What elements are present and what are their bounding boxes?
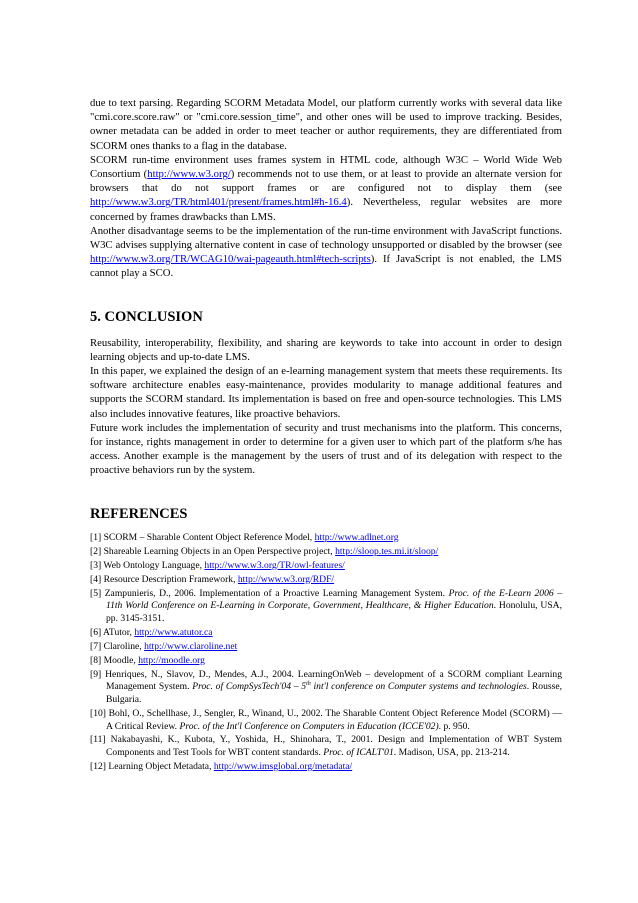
- frames-text-b: ) recommends not to use them, or at least to provide an alternate version for browsers that do not support frames or are configured not to display them (see: [90, 168, 562, 195]
- reference-text: [8] Moodle,: [90, 654, 139, 666]
- frames-text-c: ). Nevertheless, regular websites are more concerned by frames drawbacks than LMS.: [90, 196, 562, 223]
- reference-list: [90, 532, 562, 774]
- reference-link[interactable]: http://www.claroline.net: [144, 640, 238, 652]
- reference-text: [12] Learning Object Metadata,: [90, 761, 214, 773]
- reference-text: [2] Shareable Learning Objects in an Open Perspective project,: [90, 545, 336, 557]
- reference-item: [90, 560, 562, 573]
- reference-item: [90, 532, 562, 545]
- reference-venue-part: Proc. of CompSysTech'04 – 5: [192, 681, 307, 693]
- conclusion-heading: 5. CONCLUSION: [90, 308, 203, 325]
- frames-spec-link[interactable]: http://www.w3.org/TR/html401/present/frames.html#h-16.4: [90, 196, 347, 209]
- conclusion-paragraph-1: Reusability, interoperability, flexibility, and sharing are keywords to take into account in order to design learning objects and up-to-date LMS.: [90, 336, 562, 363]
- reference-venue: Proc. of the E-Learn 2006 – 11th World Conference on E-Learning in Corporate, Government, Healthcare, & Higher Education: [106, 587, 563, 612]
- reference-text: [4] Resource Description Framework,: [90, 573, 238, 585]
- javascript-text-b: ). If JavaScript is not enabled, the LMS cannot play a SCO.: [90, 253, 562, 280]
- reference-text: [3] Web Ontology Language,: [90, 559, 205, 571]
- reference-text: [6] ATutor,: [90, 626, 135, 638]
- reference-text: [9] Henriques, N., Slavov, D., Mendes, A.J., 2004. LearningOnWeb – development of a SCORM compliant Learning Management System.: [90, 668, 562, 693]
- reference-text: [11] Nakabayashi, K., Kubota, Y., Yoshida, H., Shinohara, T., 2001. Design and Implementation of WBT System Components and Test Tools for WBT content standards.: [90, 734, 562, 759]
- reference-text: [7] Claroline,: [90, 640, 145, 652]
- reference-link[interactable]: http://www.w3.org/TR/owl-features/: [204, 559, 345, 571]
- conclusion-paragraph-2: In this paper, we explained the design of an e-learning management system that meets these requirements. Its software architecture enables easy-maintenance, provides modularity to manage additional features and supports the SCORM standard. Its implementation is based on free and open-source technologies. This LMS also includes innovative features, like proactive behaviors.: [90, 365, 562, 420]
- javascript-text-a: Another disadvantage seems to be the implementation of the run-time environment with JavaScript functions. W3C advises supplying alternative content in case of technology unsupported or disabled by the browser (see: [90, 224, 562, 252]
- frames-text-a: SCORM run-time environment uses frames system in HTML code, although W3C – World Wide Web Consortium (: [90, 153, 562, 181]
- reference-item: [90, 761, 562, 774]
- frames-paragraph: [90, 153, 562, 224]
- reference-text: . Rousse, Bulgaria.: [106, 681, 562, 705]
- reference-link[interactable]: http://www.imsglobal.org/metadata/: [213, 761, 353, 773]
- reference-venue: Proc. of the Int'l Conference on Computers in Education (ICCE'02): [179, 720, 439, 732]
- reference-text: [5] Zampunieris, D., 2006. Implementation of a Proactive Learning Management System.: [90, 587, 449, 599]
- reference-text: . Madison, USA, pp. 213-214.: [393, 747, 510, 759]
- reference-item: [90, 641, 562, 654]
- reference-item: [90, 588, 562, 626]
- reference-venue: [192, 681, 527, 692]
- reference-link[interactable]: http://www.adlnet.org: [314, 531, 399, 543]
- ordinal-superscript: th: [306, 681, 311, 688]
- wcag-scripts-link[interactable]: http://www.w3.org/TR/WCAG10/wai-pageauth.html#tech-scripts: [90, 253, 371, 266]
- reference-venue: Proc. of ICALT'01: [323, 747, 394, 759]
- reference-text: . p. 950.: [438, 720, 470, 732]
- reference-item: [90, 669, 562, 707]
- reference-item: [90, 708, 562, 733]
- reference-item: [90, 574, 562, 587]
- reference-item: [90, 627, 562, 640]
- references-heading: REFERENCES: [90, 505, 188, 522]
- javascript-paragraph: [90, 224, 562, 281]
- reference-item: [90, 734, 562, 759]
- reference-text: [1] SCORM – Sharable Content Object Reference Model,: [90, 531, 315, 543]
- scorm-metadata-paragraph: due to text parsing. Regarding SCORM Metadata Model, our platform currently works with several data like "cmi.core.score.raw" or "cmi.core.session_time", and other ones will be used to improve tracking. Besides, owner metadata can be added in order to meet teacher or author requirements, they are differentiated from SCORM ones thanks to a flag in the database.: [90, 97, 562, 152]
- reference-item: [90, 655, 562, 668]
- reference-venue-part: int'l conference on Computer systems and technologies: [310, 681, 527, 693]
- w3c-link[interactable]: http://www.w3.org/: [147, 168, 231, 181]
- reference-text: [10] Bohl, O., Schellhase, J., Sengler, R., Winand, U., 2002. The Sharable Content Object Reference Model (SCORM) — A Critical Review.: [90, 707, 562, 732]
- reference-text: . Honolulu, USA, pp. 3145-3151.: [106, 600, 562, 624]
- reference-link[interactable]: http://sloop.tes.mi.it/sloop/: [335, 545, 439, 557]
- reference-link[interactable]: http://moodle.org: [138, 654, 205, 666]
- reference-link[interactable]: http://www.atutor.ca: [134, 626, 213, 638]
- reference-link[interactable]: http://www.w3.org/RDF/: [237, 573, 335, 585]
- conclusion-paragraph-3: Future work includes the implementation of security and trust mechanisms into the platform. This concerns, for instance, rights management in order to determine for a given user to which part of the platform s/he has access. Another example is the management by the users of trust and of its delegation with respect to the proactive behaviors run by the system.: [90, 421, 562, 477]
- reference-item: [90, 546, 562, 559]
- page-content: [90, 96, 562, 775]
